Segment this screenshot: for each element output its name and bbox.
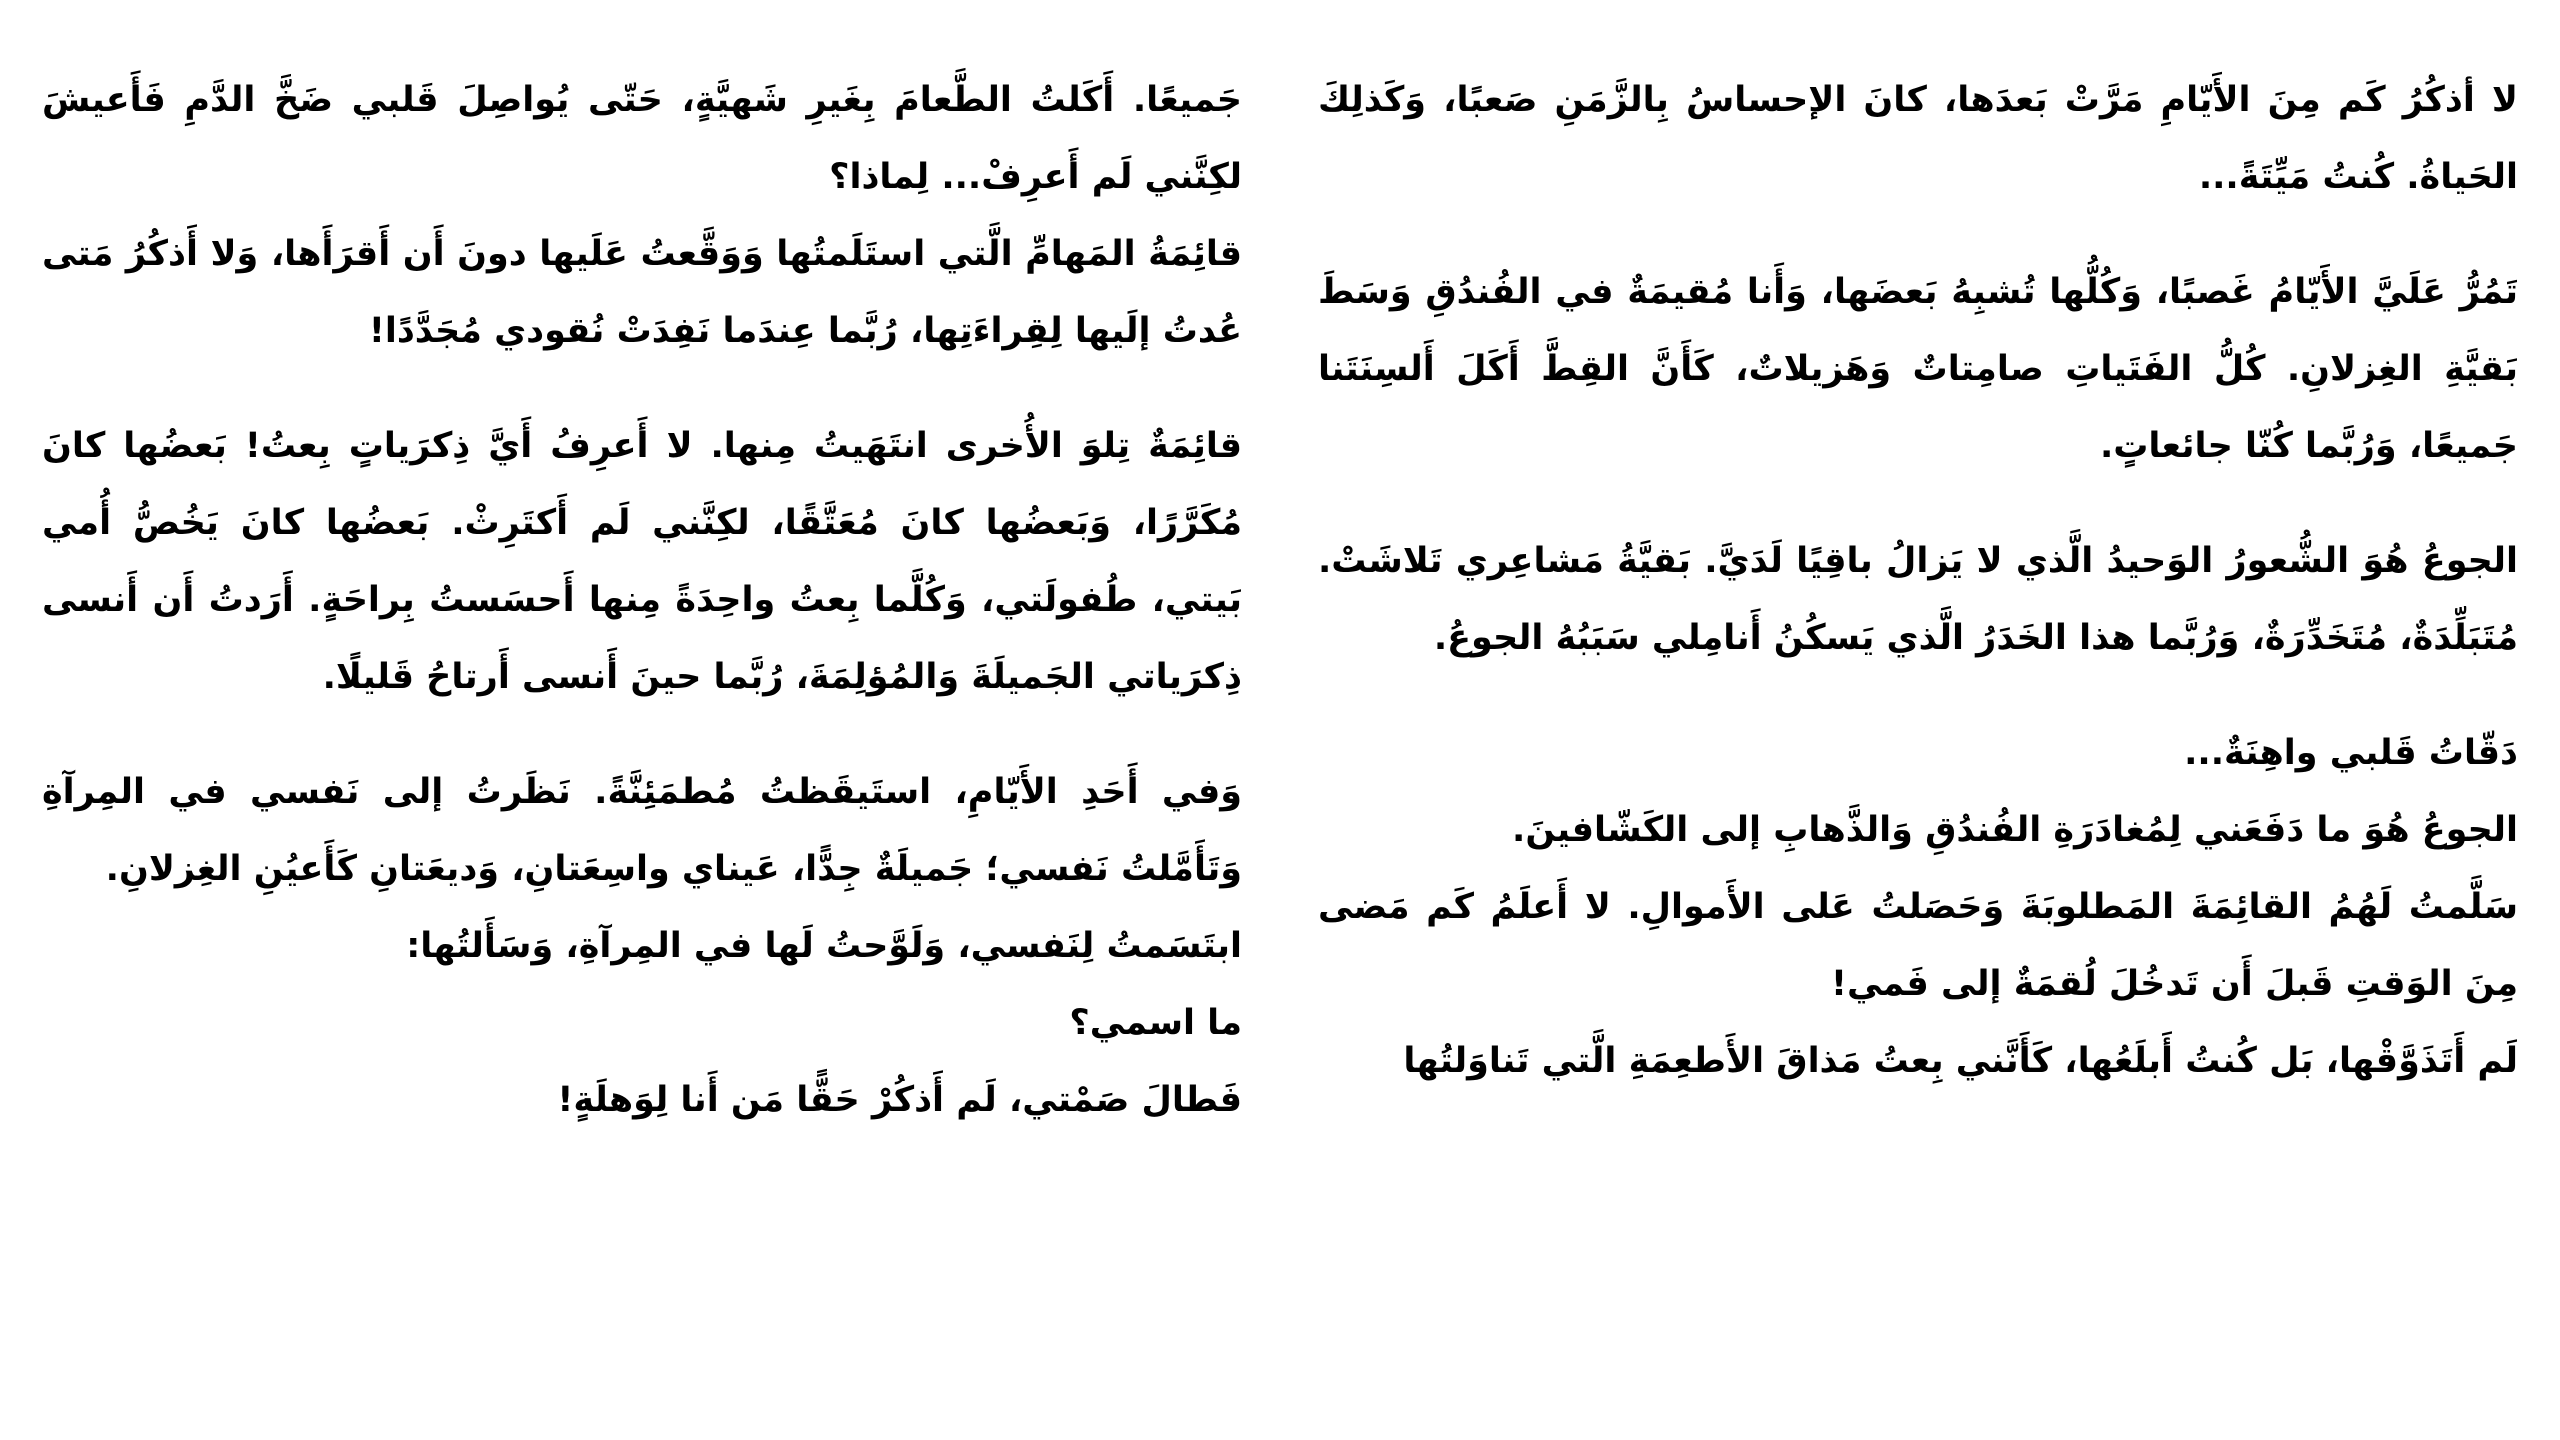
right-page-column — [1318, 62, 2518, 1440]
paragraph: لَم أَتَذَوَّقْها، بَل كُنتُ أَبلَعُها، كَأَنَّني بِعتُ مَذاقَ الأَطعِمَةِ الَّتي تَناوَلتُها — [1403, 1041, 2518, 1081]
paragraph: ابتَسَمتُ لِنَفسي، وَلَوَّحتُ لَها في المِرآةِ، وَسَأَلتُها: — [406, 926, 1242, 966]
paragraph: الجوعُ هُوَ الشُّعورُ الوَحيدُ الَّذي لا يَزالُ باقِيًا لَدَيَّ. بَقيَّةُ مَشاعِري تَلاشَتْ. مُتَبَلِّدَةٌ، مُتَخَدِّرَةٌ، وَرُبَّما هذا الخَدَرُ الَّذي يَسكُنُ أَنامِلي سَبَبُهُ الجوعُ. — [1318, 541, 2518, 658]
paragraph: ما اسمي؟ — [1069, 1003, 1242, 1043]
paragraph: جَميعًا. أَكَلتُ الطَّعامَ بِغَيرِ شَهيَّةٍ، حَتّى يُواصِلَ قَلبي ضَخَّ الدَّمِ فَأَعيشَ لكِنَّني لَم أَعرِفْ... لِماذا؟ — [42, 80, 1242, 197]
paragraph: دَقّاتُ قَلبي واهِنَةٌ... — [2184, 733, 2518, 773]
paragraph: فَطالَ صَمْتي، لَم أَذكُرْ حَقًّا مَن أَنا لِوَهلَةٍ! — [557, 1080, 1242, 1120]
paragraph: قائِمَةُ المَهامِّ الَّتي استَلَمتُها وَوَقَّعتُ عَلَيها دونَ أَن أَقرَأَها، وَلا أَذكُرُ مَتى عُدتُ إلَيها لِقِراءَتِها، رُبَّما عِندَما نَفِدَتْ نُقودي مُجَدَّدًا! — [42, 234, 1242, 351]
paragraph: تَمُرُّ عَلَيَّ الأَيّامُ غَصبًا، وَكُلُّها تُشبِهُ بَعضَها، وَأَنا مُقيمَةٌ في الفُندُقِ وَسَطَ بَقيَّةِ الغِزلانِ. كُلُّ الفَتَياتِ صامِتاتٌ وَهَزيلاتٌ، كَأَنَّ القِطَّ أَكَلَ أَلسِنَتَنا جَميعًا، وَرُبَّما كُنّا جائعاتٍ. — [1318, 272, 2518, 466]
paragraph: الجوعُ هُوَ ما دَفَعَني لِمُغادَرَةِ الفُندُقِ وَالذَّهابِ إلى الكَشّافينَ. — [1512, 810, 2518, 850]
paragraph: قائِمَةٌ تِلوَ الأُخرى انتَهَيتُ مِنها. لا أَعرِفُ أَيَّ ذِكرَياتٍ بِعتُ! بَعضُها كانَ مُكَرَّرًا، وَبَعضُها كانَ مُعَتَّقًا، لكِنَّني لَم أَكتَرِثْ. بَعضُها كانَ يَخُصُّ أُمي بَيتي، طُفولَتي، وَكُلَّما بِعتُ واحِدَةً مِنها أَحسَستُ بِراحَةٍ. أَرَدتُ أَن أَنسى ذِكرَياتي الجَميلَةَ وَالمُؤلِمَةَ، رُبَّما حينَ أَنسى أَرتاحُ قَليلًا. — [42, 426, 1242, 697]
paragraph: وَفي أَحَدِ الأَيّامِ، استَيقَظتُ مُطمَئِنَّةً. نَظَرتُ إلى نَفسي في المِرآةِ وَتَأَمَّلتُ نَفسي؛ جَميلَةٌ جِدًّا، عَيناي واسِعَتانِ، وَديعَتانِ كَأَعيُنِ الغِزلانِ. — [42, 772, 1242, 889]
paragraph: سَلَّمتُ لَهُمُ القائِمَةَ المَطلوبَةَ وَحَصَلتُ عَلى الأَموالِ. لا أَعلَمُ كَم مَضى مِنَ الوَقتِ قَبلَ أَن تَدخُلَ لُقمَةٌ إلى فَمي! — [1318, 887, 2518, 1004]
paragraph: لا أذكُرُ كَم مِنَ الأَيّامِ مَرَّتْ بَعدَها، كانَ الإحساسُ بِالزَّمَنِ صَعبًا، وَكَذلِكَ الحَياةُ. كُنتُ مَيِّتَةً... — [1318, 80, 2518, 197]
left-page-column — [42, 62, 1242, 1440]
